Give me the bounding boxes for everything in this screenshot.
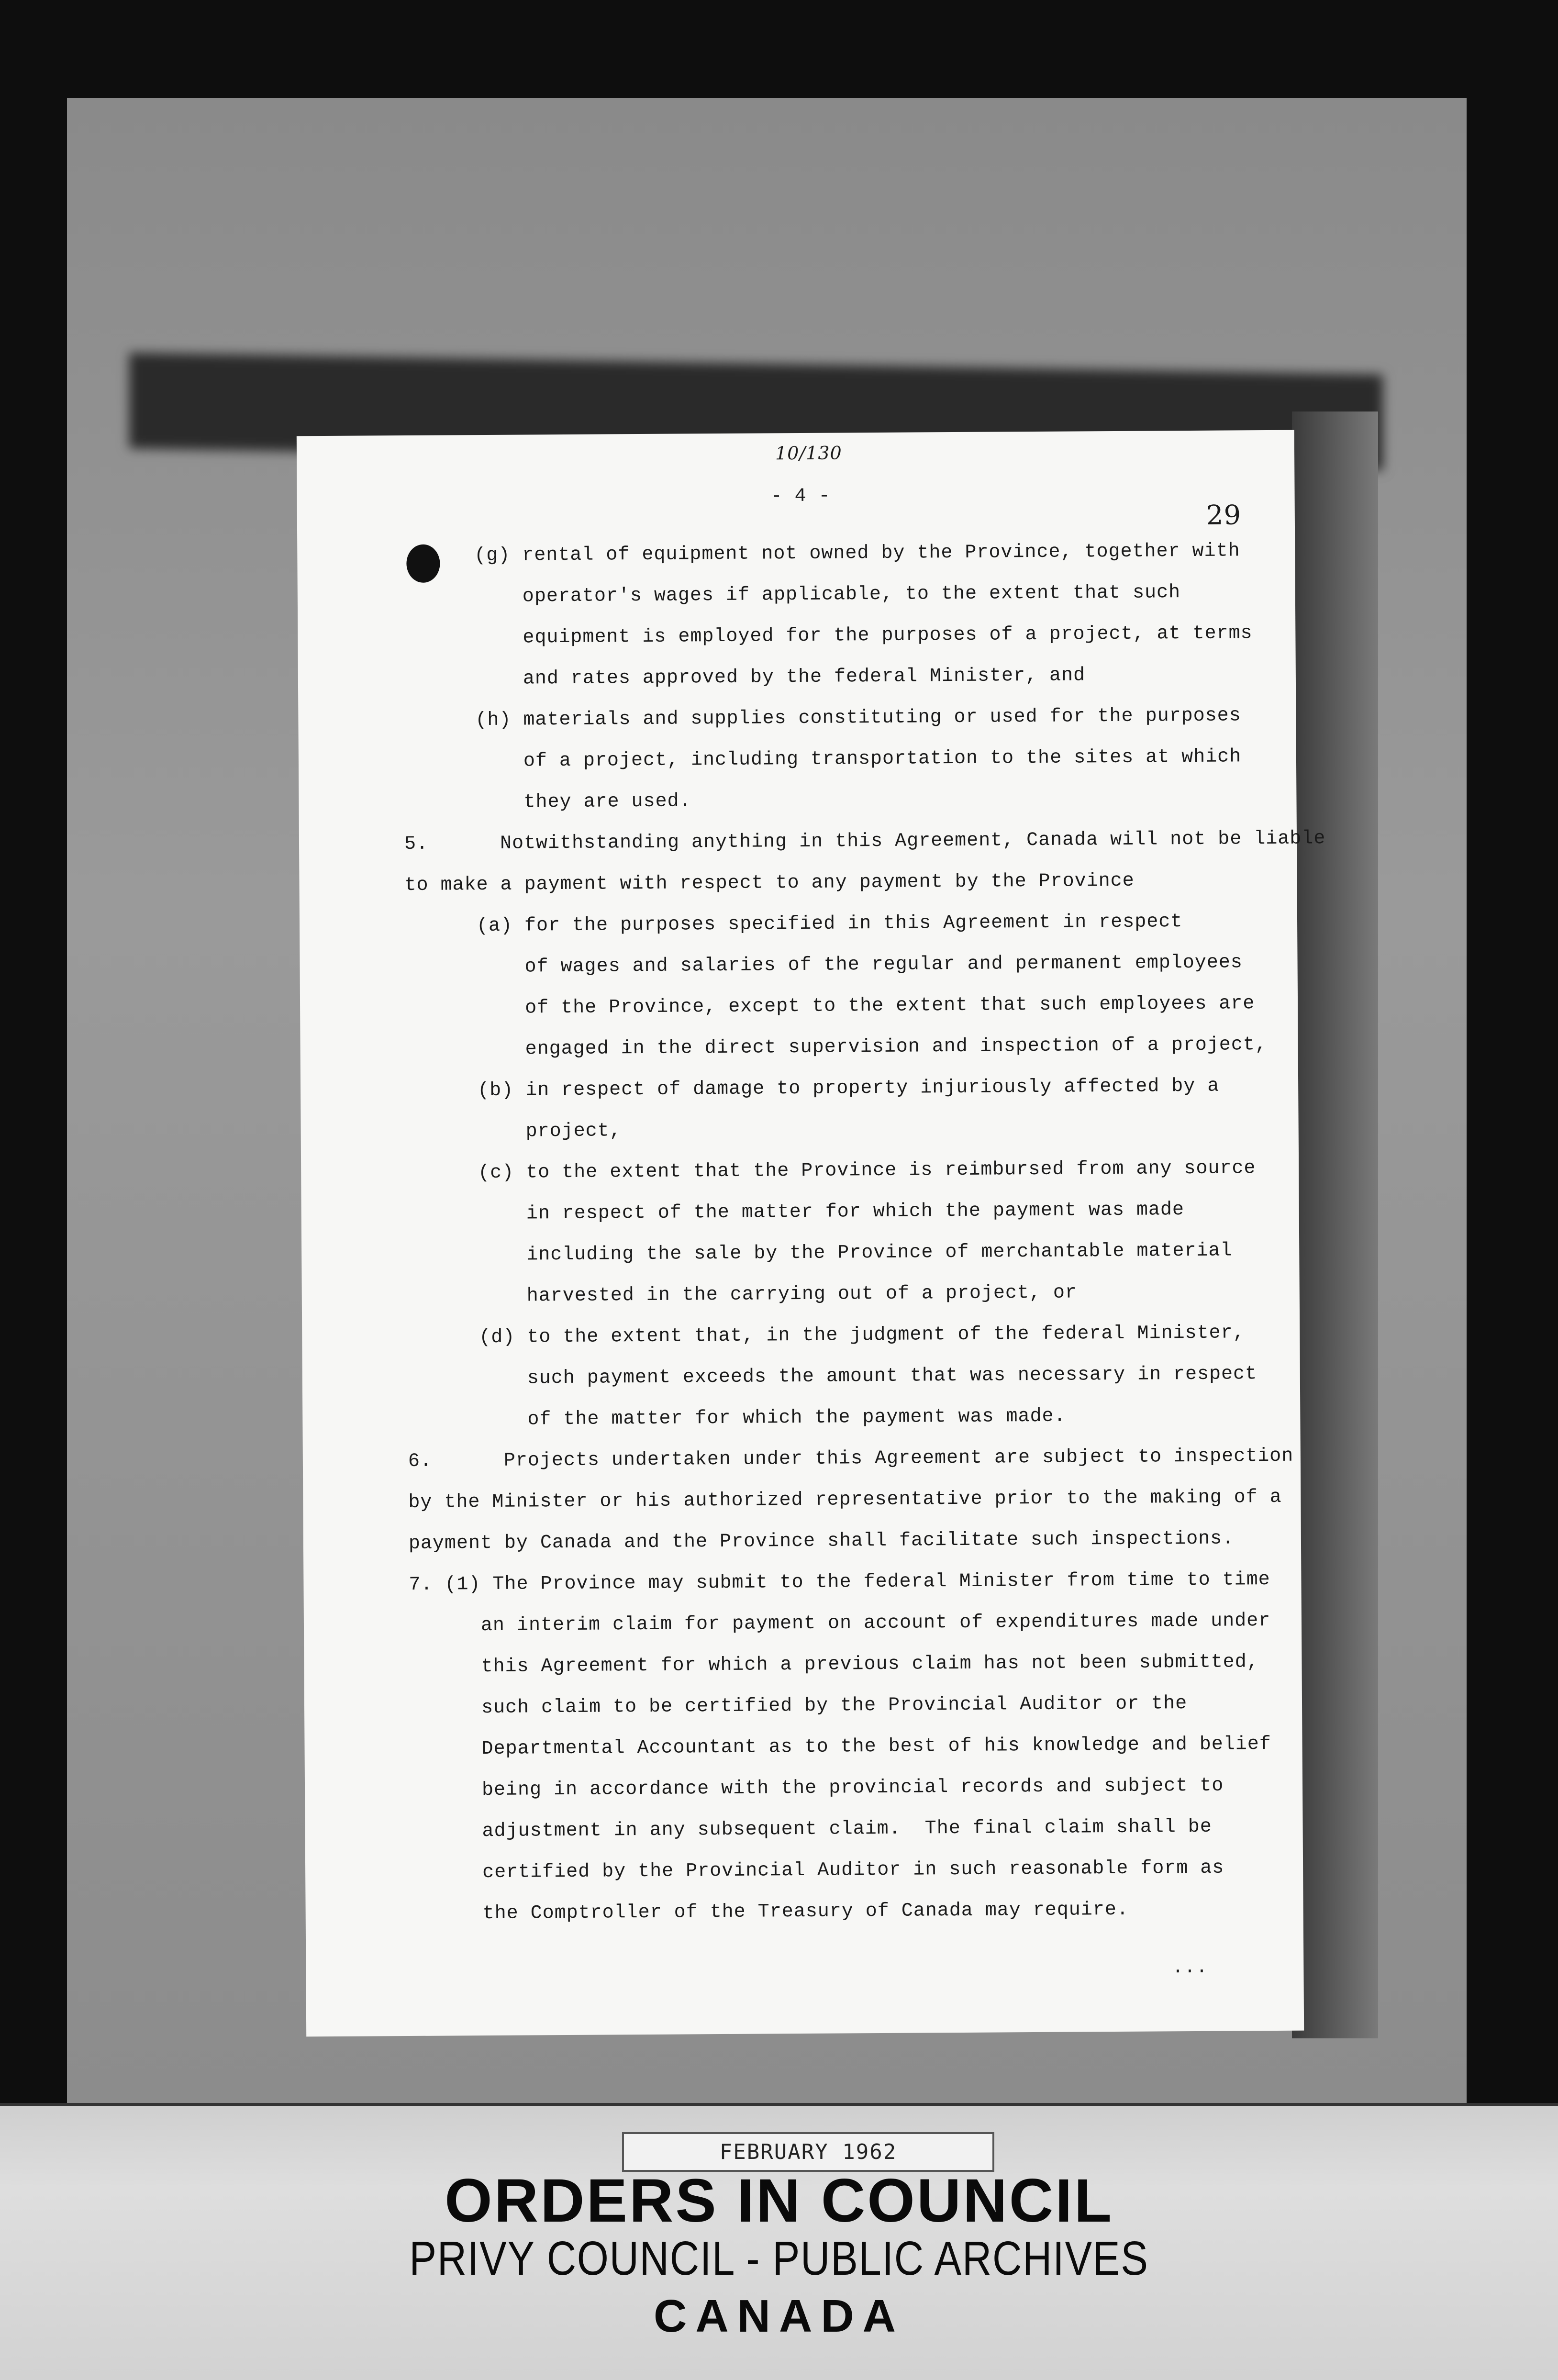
line-d-1: (d) to the extent that, in the judgment of the federal Minister, — [479, 1322, 1245, 1349]
typed-document-page — [297, 430, 1326, 2037]
archive-footer — [0, 2103, 1558, 2380]
line-a-3: of the Province, except to the extent that such employees are — [477, 993, 1255, 1020]
page-marker: - 4 - — [770, 485, 831, 508]
line-g-1: (g) rental of equipment not owned by the Province, together with — [474, 540, 1240, 567]
archive-page-number: 29 — [1206, 500, 1242, 531]
line-a-4: engaged in the direct supervision and inspection of a project, — [477, 1034, 1268, 1061]
punch-hole-icon — [406, 545, 440, 583]
line-g-4: and rates approved by the federal Minister, and — [475, 665, 1086, 690]
line-g-2: operator's wages if applicable, to the extent that such — [474, 582, 1181, 608]
line-h-2: of a project, including transportation to the sites at which — [475, 746, 1242, 773]
continuation-marker: ... — [1172, 1957, 1208, 1979]
line-c-1: (c) to the extent that the Province is reimbursed from any source — [478, 1157, 1256, 1184]
line-7-3: this Agreement for which a previous claim has not been submitted, — [481, 1651, 1259, 1678]
line-5-1: 5. Notwithstanding anything in this Agreement, Canada will not be liable — [404, 828, 1326, 856]
line-5-2: to make a payment with respect to any payment by the Province — [404, 870, 1135, 897]
footer-subtitle: PRIVY COUNCIL - PUBLIC ARCHIVES — [409, 2232, 1149, 2285]
line-b-1: (b) in respect of damage to property injuriously affected by a — [478, 1075, 1220, 1102]
line-7-9: the Comptroller of the Treasury of Canada may require. — [482, 1899, 1129, 1925]
line-7-7: adjustment in any subsequent claim. The final claim shall be — [482, 1816, 1212, 1843]
line-g-3: equipment is employed for the purposes of a project, at terms — [475, 623, 1253, 649]
line-7-5: Departmental Accountant as to the best of his knowledge and belief — [481, 1734, 1271, 1760]
page-edge-shadow — [1292, 411, 1378, 2038]
line-c-2: in respect of the matter for which the payment was made — [478, 1199, 1185, 1225]
line-h-3: they are used. — [476, 790, 691, 814]
line-7-1: 7. (1) The Province may submit to the federal Minister from time to time — [409, 1569, 1270, 1596]
line-6-3: payment by Canada and the Province shall facilitate such inspections. — [408, 1528, 1235, 1555]
line-7-4: such claim to be certified by the Provincial Auditor or the — [481, 1693, 1188, 1719]
line-7-8: certified by the Provincial Auditor in such reasonable form as — [482, 1857, 1224, 1884]
handwritten-reference: 10/130 — [775, 442, 842, 464]
footer-title: ORDERS IN COUNCIL — [445, 2167, 1113, 2235]
date-slip: FEBRUARY 1962 — [622, 2132, 994, 2172]
line-c-4: harvested in the carrying out of a project, or — [479, 1282, 1078, 1308]
line-c-3: including the sale by the Province of merchantable material — [479, 1240, 1233, 1267]
line-b-2: project, — [478, 1120, 622, 1143]
line-d-2: such payment exceeds the amount that was necessary in respect — [479, 1363, 1258, 1390]
line-6-2: by the Minister or his authorized representative prior to the making of a — [408, 1486, 1282, 1514]
line-7-6: being in accordance with the provincial records and subject to — [481, 1775, 1224, 1802]
line-a-1: (a) for the purposes specified in this Agreement in respect — [476, 911, 1183, 937]
line-6-1: 6. Projects undertaken under this Agreement are subject to inspection — [408, 1445, 1294, 1473]
line-a-2: of wages and salaries of the regular and permanent employees — [477, 952, 1243, 979]
line-h-1: (h) materials and supplies constituting or used for the purposes — [475, 705, 1241, 732]
line-7-2: an interim claim for payment on account of expenditures made under — [480, 1610, 1271, 1637]
footer-country: CANADA — [654, 2291, 904, 2342]
line-d-3: of the matter for which the payment was made. — [479, 1405, 1066, 1431]
